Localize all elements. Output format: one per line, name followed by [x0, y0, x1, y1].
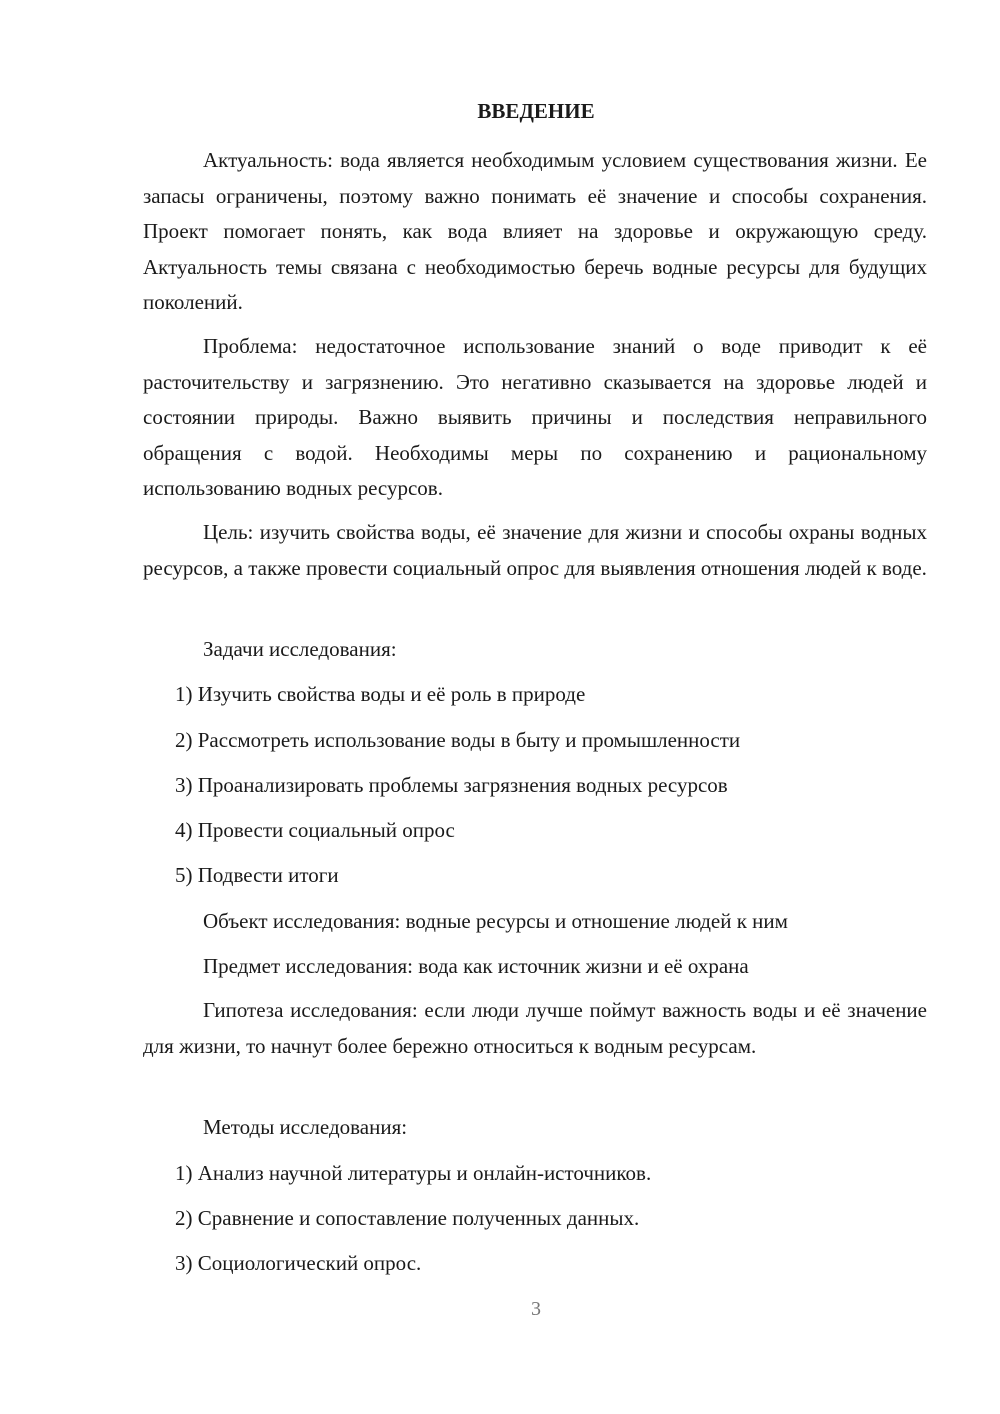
object-line: Объект исследования: водные ресурсы и отношение людей к ним — [203, 909, 788, 933]
task-item: 1) Изучить свойства воды и её роль в природе — [175, 682, 586, 706]
hypothesis-paragraph: Гипотеза исследования: если люди лучше поймут важность воды и её значение для жизни, то начнут более бережно относиться к водным ресурсам. — [143, 998, 927, 1058]
method-item: 3) Социологический опрос. — [175, 1251, 422, 1275]
page-number: 3 — [531, 1298, 541, 1320]
task-item: 3) Проанализировать проблемы загрязнения водных ресурсов — [175, 773, 728, 797]
task-item: 4) Провести социальный опрос — [175, 818, 455, 842]
tasks-heading: Задачи исследования: — [203, 637, 397, 661]
method-item: 2) Сравнение и сопоставление полученных данных. — [175, 1206, 640, 1230]
page-title: ВВЕДЕНИЕ — [477, 99, 595, 123]
subject-line: Предмет исследования: вода как источник жизни и её охрана — [203, 954, 749, 978]
task-item: 2) Рассмотреть использование воды в быту и промышленности — [175, 728, 741, 752]
task-item: 5) Подвести итоги — [175, 863, 339, 887]
problem-paragraph: Проблема: недостаточное использование знаний о воде приводит к её расточительству и загрязнению. Это негативно сказывается на здоровье людей и состоянии природы. Важно выявить причины и последствия неправильного обращения с водой. Необходимы меры по сохранению и рациональному использованию водных ресурсов. — [143, 334, 927, 500]
method-item: 1) Анализ научной литературы и онлайн-источников. — [175, 1161, 652, 1185]
methods-heading: Методы исследования: — [203, 1115, 408, 1139]
relevance-paragraph: Актуальность: вода является необходимым условием существования жизни. Ее запасы ограничены, поэтому важно понимать её значение и способы сохранения. Проект помогает понять, как вода влияет на здоровье и окружающую среду. Актуальность темы связана с необходимостью беречь водные ресурсы для будущих поколений. — [143, 148, 927, 314]
goal-paragraph: Цель: изучить свойства воды, её значение для жизни и способы охраны водных ресурсов, а также провести социальный опрос для выявления отношения людей к воде. — [143, 520, 927, 580]
